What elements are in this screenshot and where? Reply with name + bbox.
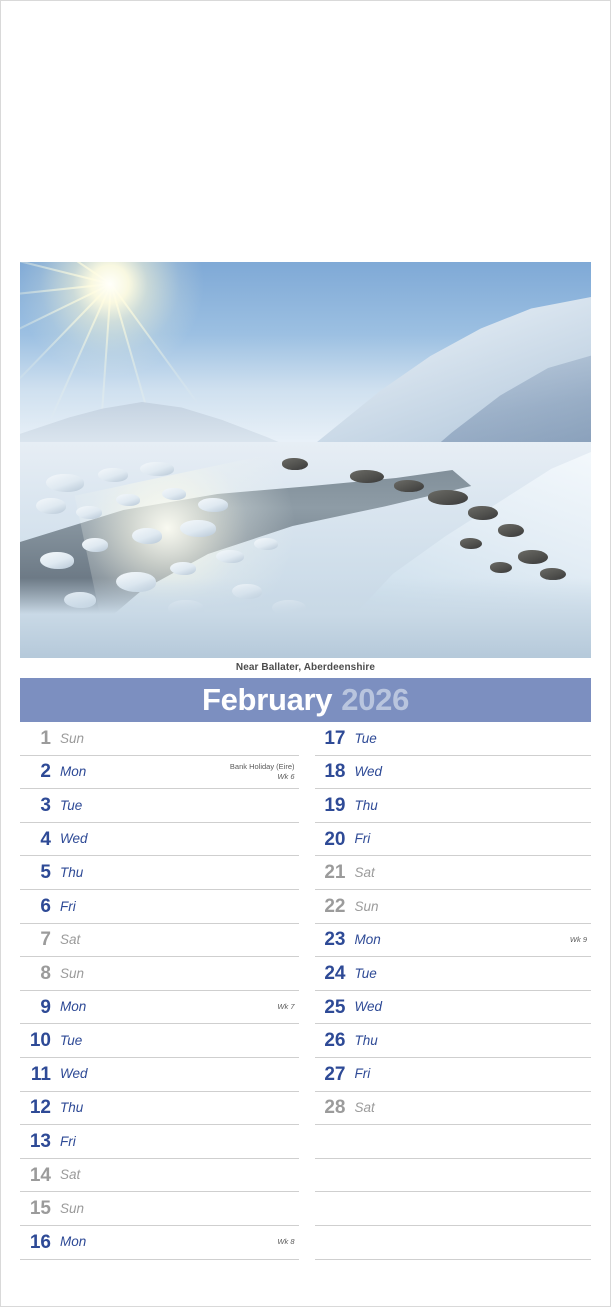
day-column-right [306, 722, 592, 1260]
day-name: Sat [354, 1100, 375, 1116]
day-name: Sun [60, 730, 85, 746]
day-row[interactable] [315, 789, 592, 823]
month-header [20, 678, 591, 722]
sun-icon [20, 262, 205, 379]
rock [498, 524, 524, 537]
day-number: 22 [324, 895, 346, 917]
day-row[interactable] [20, 957, 299, 991]
day-row[interactable] [20, 1058, 299, 1092]
foreground-snow [20, 578, 591, 658]
rock [40, 552, 74, 569]
day-name: Thu [60, 1100, 84, 1116]
rock [162, 488, 186, 500]
day-row[interactable] [315, 1058, 592, 1092]
day-row[interactable] [315, 957, 592, 991]
day-notes [230, 762, 297, 782]
day-name: Mon [60, 1234, 87, 1250]
day-number: 27 [324, 1063, 346, 1085]
rock [350, 470, 384, 483]
day-number: 8 [40, 962, 51, 984]
day-number: 1 [40, 727, 51, 749]
rock [36, 498, 66, 514]
day-name: Thu [60, 864, 84, 880]
day-name: Thu [354, 797, 378, 813]
rock [132, 528, 162, 544]
rock [216, 550, 244, 563]
day-row-empty[interactable] [315, 1192, 592, 1226]
calendar-sheet [20, 262, 591, 1260]
day-name: Mon [60, 999, 87, 1015]
day-name: Fri [354, 1066, 371, 1082]
day-name: Sun [60, 965, 85, 981]
month-name: February [201, 682, 333, 717]
day-row[interactable] [20, 1125, 299, 1159]
winter-river-valley-photo [20, 262, 591, 658]
rock [170, 562, 196, 575]
day-row[interactable] [20, 1092, 299, 1126]
day-row-empty[interactable] [315, 1226, 592, 1260]
day-row[interactable] [315, 722, 592, 756]
day-row[interactable] [20, 1024, 299, 1058]
day-number: 14 [29, 1164, 51, 1186]
day-row[interactable] [315, 856, 592, 890]
rock [98, 468, 128, 482]
day-row[interactable] [315, 756, 592, 790]
rock [116, 494, 140, 506]
rock [518, 550, 548, 564]
day-number: 17 [324, 727, 346, 749]
day-row[interactable] [20, 823, 299, 857]
week-number: Wk 6 [277, 771, 295, 781]
holiday-note: Bank Holiday (Eire) [229, 761, 295, 771]
day-number: 26 [324, 1030, 346, 1052]
day-row[interactable] [20, 856, 299, 890]
day-number: 24 [324, 962, 346, 984]
rock [490, 562, 512, 573]
day-row-empty[interactable] [315, 1159, 592, 1193]
day-name: Tue [60, 1032, 83, 1048]
day-row[interactable] [315, 991, 592, 1025]
day-name: Tue [60, 797, 83, 813]
week-number: Wk 9 [569, 934, 587, 944]
day-number: 21 [324, 862, 346, 884]
day-row[interactable] [20, 924, 299, 958]
day-row[interactable] [315, 924, 592, 958]
photo-artwork [20, 262, 591, 658]
day-row[interactable] [20, 756, 299, 790]
day-number: 13 [29, 1130, 51, 1152]
rock [394, 480, 424, 492]
day-row-empty[interactable] [315, 1125, 592, 1159]
day-name: Tue [354, 730, 377, 746]
rock [198, 498, 228, 512]
day-number: 15 [29, 1198, 51, 1220]
day-name: Tue [354, 965, 377, 981]
day-row[interactable] [315, 1092, 592, 1126]
day-number: 12 [29, 1097, 51, 1119]
day-row[interactable] [315, 1024, 592, 1058]
day-row[interactable] [315, 890, 592, 924]
rock [428, 490, 468, 505]
day-row[interactable] [20, 1226, 299, 1260]
month-year: 2026 [341, 682, 410, 717]
week-number: Wk 7 [277, 1001, 295, 1011]
day-name: Sat [354, 864, 375, 880]
day-notes [277, 1002, 296, 1012]
day-row[interactable] [20, 890, 299, 924]
day-number: 4 [40, 828, 51, 850]
rock [282, 458, 308, 470]
day-name: Sun [60, 1200, 85, 1216]
day-number: 7 [40, 929, 51, 951]
rock [460, 538, 482, 549]
day-name: Wed [354, 764, 383, 780]
day-name: Sat [60, 1167, 81, 1183]
day-number: 28 [324, 1097, 346, 1119]
day-grid [20, 722, 591, 1260]
day-number: 25 [324, 996, 346, 1018]
day-name: Thu [354, 1032, 378, 1048]
day-name: Fri [60, 898, 76, 914]
day-number: 16 [29, 1231, 51, 1253]
day-name: Wed [60, 1066, 88, 1082]
day-number: 5 [40, 862, 51, 884]
day-number: 23 [324, 929, 346, 951]
day-number: 2 [40, 761, 51, 783]
day-number: 19 [324, 794, 346, 816]
day-number: 18 [324, 761, 346, 783]
rock [254, 538, 278, 550]
week-number: Wk 8 [277, 1237, 295, 1247]
day-row[interactable] [20, 991, 299, 1025]
day-number: 3 [40, 794, 51, 816]
day-column-left [20, 722, 306, 1260]
day-name: Mon [60, 764, 87, 780]
day-notes [570, 935, 589, 945]
rock [82, 538, 108, 552]
rock [46, 474, 84, 492]
day-row[interactable] [315, 823, 592, 857]
day-notes [277, 1237, 296, 1247]
day-row[interactable] [20, 1159, 299, 1193]
day-number: 20 [324, 828, 346, 850]
rock [180, 520, 216, 537]
photo-caption: Near Ballater, Aberdeenshire [20, 658, 591, 678]
day-row[interactable] [20, 1192, 299, 1226]
day-name: Wed [60, 831, 88, 847]
day-number: 10 [29, 1030, 51, 1052]
day-row[interactable] [20, 722, 299, 756]
day-name: Fri [354, 831, 371, 847]
day-name: Fri [60, 1133, 76, 1149]
rock [76, 506, 102, 519]
day-number: 9 [40, 996, 51, 1018]
day-row[interactable] [20, 789, 299, 823]
day-name: Sat [60, 932, 81, 948]
rock [468, 506, 498, 520]
rock [140, 462, 174, 476]
day-number: 6 [40, 895, 51, 917]
day-name: Wed [354, 999, 383, 1015]
day-name: Sun [354, 898, 379, 914]
day-name: Mon [354, 932, 381, 948]
day-number: 11 [30, 1063, 51, 1085]
